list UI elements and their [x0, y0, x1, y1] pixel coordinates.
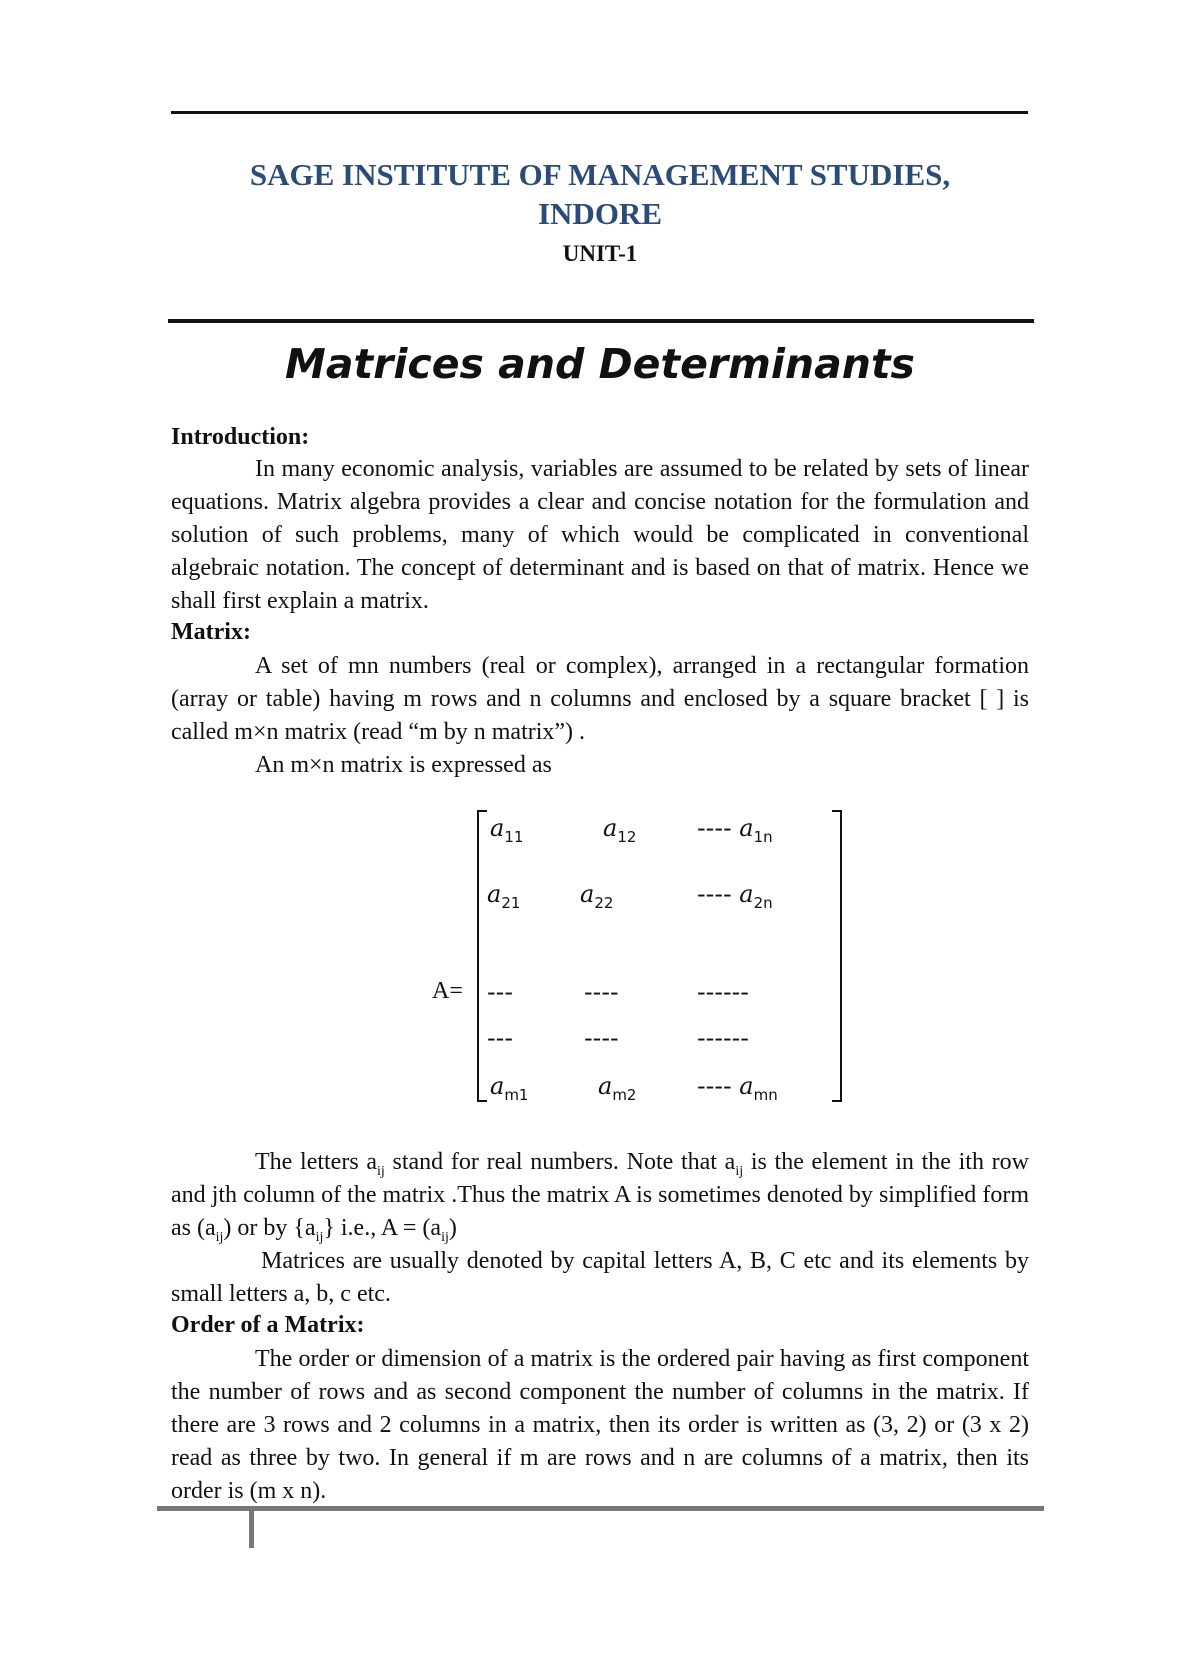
order-text: [171, 1343, 1029, 1508]
element-am1: $a_{m1}$: [490, 1072, 529, 1104]
right-bracket: [840, 810, 842, 1102]
right-bracket-top: [832, 810, 842, 812]
dash-row-2-col-1: ---: [487, 1024, 513, 1052]
element-a12: $a_{12}$: [603, 814, 637, 846]
dash-row-1-col-2: ----: [584, 978, 619, 1006]
matrix-expressed-text: An m×n matrix is expressed as: [255, 752, 552, 778]
institute-name: SAGE INSTITUTE OF MANAGEMENT STUDIES,: [249, 157, 951, 192]
matrix-heading: Matrix:: [171, 619, 251, 645]
introduction-heading: Introduction:: [171, 424, 310, 450]
introduction-text: [171, 453, 1029, 618]
element-a1n: ---- $a_{1n}$: [697, 814, 773, 846]
unit-label: UNIT-1: [562, 241, 638, 266]
element-a2n: ---- $a_{2n}$: [697, 880, 773, 912]
order-heading: Order of a Matrix:: [171, 1312, 365, 1338]
dash-row-2-col-2: ----: [584, 1024, 619, 1052]
dash-row-1-col-1: ---: [487, 978, 513, 1006]
matrix-label: A=: [432, 978, 463, 1004]
element-am2: $a_{m2}$: [598, 1072, 637, 1104]
capital-letters-note: [171, 1245, 1029, 1311]
matrix-expressed: [171, 749, 1029, 782]
element-a22: $a_{22}$: [580, 880, 614, 912]
institute-city: INDORE: [537, 196, 662, 231]
capital-letters-text: Matrices are usually denoted by capital letters A, B, C etc and its elements by small letters a, b, c etc.: [171, 1248, 1029, 1307]
dash-row-1-col-3: ------: [697, 978, 749, 1006]
aij-notes: The letters $a_{ij}$ stand for real numbers. Note that $a_{ij}$ is the element in the ith row and jth column of the matrix .Thus the matrix A is sometimes denoted by simplified form as $(a_{ij})$ or by $\{a_{ij}\}$ i.e., $A = (a_{ij})$: [171, 1149, 1030, 1245]
left-bracket-top: [477, 810, 487, 812]
element-amn: ---- $a_{mn}$: [697, 1072, 778, 1104]
matrix-definition: [171, 650, 1029, 749]
top-rule: [171, 111, 1028, 114]
left-bracket: [477, 810, 479, 1102]
order-body: The order or dimension of a matrix is the ordered pair having as first component the number of rows and as second component the number of columns in the matrix. If there are 3 rows and 2 columns in a matrix, then its order is written as (3, 2) or (3 x 2) read as three by two. In general if m are rows and n are columns of a matrix, then its order is (m x n).: [171, 1346, 1029, 1504]
bottom-rule: [157, 1506, 1044, 1511]
page-title: Matrices and Determinants: [285, 340, 915, 388]
left-bracket-bottom: [477, 1100, 487, 1102]
element-a21: $a_{21}$: [487, 880, 521, 912]
dash-row-2-col-3: ------: [697, 1024, 749, 1052]
element-a11: $a_{11}$: [490, 814, 524, 846]
bottom-rule-stub: [249, 1506, 254, 1548]
introduction-body: In many economic analysis, variables are assumed to be related by sets of linear equations. Matrix algebra provides a clear and concise notation for the formulation and solution of such problems, many of which would be complicated in conventional algebraic notation. The concept of determinant and is based on that of matrix. Hence we shall first explain a matrix.: [171, 456, 1029, 614]
right-bracket-bottom: [832, 1100, 842, 1102]
matrix-definition-body: A set of mn numbers (real or complex), arranged in a rectangular formation (array or table) having m rows and n columns and enclosed by a square bracket [ ] is called m×n matrix (read “m by n matrix”) .: [171, 653, 1029, 745]
title-rule: [168, 319, 1034, 323]
